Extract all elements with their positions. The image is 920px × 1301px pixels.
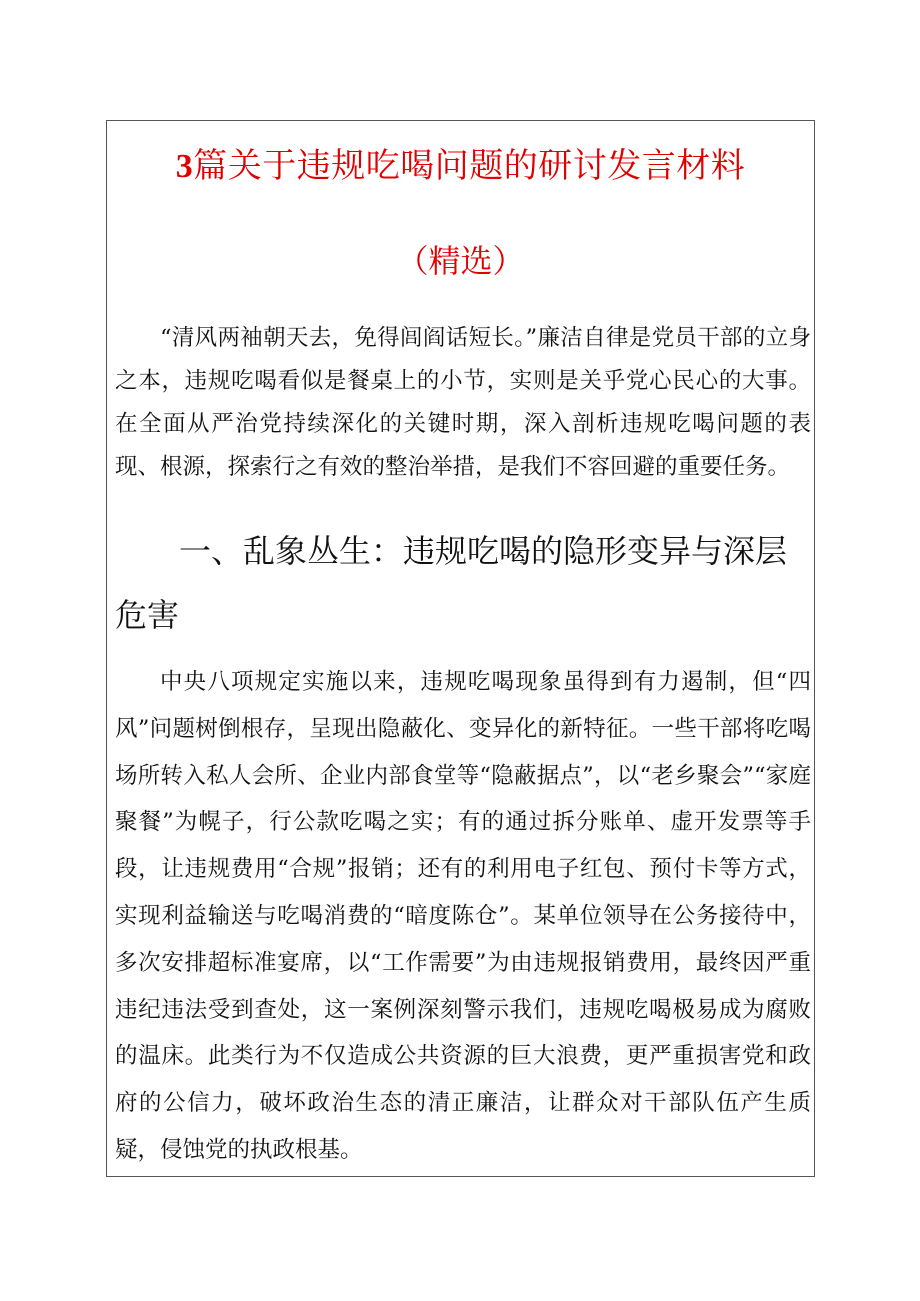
title-number: 3 [175,148,194,185]
section-heading: 一、乱象丛生：违规吃喝的隐形变异与深层危害 [115,532,788,634]
title-text: 篇关于违规吃喝问题的研讨发言材料 [193,146,746,186]
document-subtitle: （精选） [396,242,525,280]
section-paragraph: 中央八项规定实施以来，违规吃喝现象虽得到有力遏制，但“四风”问题树倒根存，呈现出隐蔽化、变异化的新特征。一些干部将吃喝场所转入私人会所、企业内部食堂等“隐蔽据点”，以“老乡聚会”“家庭聚餐”为幌子，行公款吃喝之实；有的通过拆分账单、虚开发票等手段，让违规费用“合规”报销；还有的利用电子红包、预付卡等方式，实现利益输送与吃喝消费的“暗度陈仓”。某单位领导在公务接待中，多次安排超标准宴席，以“工作需要”为由违规报销费用，最终因严重违纪违法受到查处，这一案例深刻警示我们，违规吃喝极易成为腐败的温床。此类行为不仅造成公共资源的巨大浪费，更严重损害党和政府的公信力，破坏政治生态的清正廉洁，让群众对干部队伍产生质疑，侵蚀党的执政根基。 [115,669,811,1163]
document-frame [106,120,815,1177]
intro-paragraph: “清风两袖朝天去，免得闾阎话短长。”廉洁自律是党员干部的立身之本，违规吃喝看似是餐桌上的小节，实则是关乎党心民心的大事。在全面从严治党持续深化的关键时期，深入剖析违规吃喝问题的表现、根源，探索行之有效的整治举措，是我们不容回避的重要任务。 [115,325,811,480]
document-title [107,145,814,188]
